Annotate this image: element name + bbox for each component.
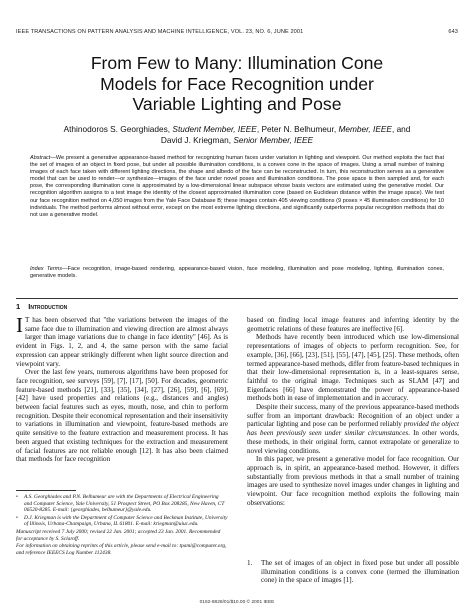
title-line-1: From Few to Many: Illumination Cone <box>90 53 384 73</box>
paper-title <box>30 53 444 115</box>
section-heading <box>16 302 67 311</box>
author-line-2 <box>24 135 450 146</box>
title-line-3: Variable Lighting and Pose <box>132 94 342 114</box>
list-text: The set of images of an object in fixed pose but under all possible illumination conditions is a convex cone (termed the illumination cone) in the space of images [1]. <box>261 559 459 585</box>
list-item <box>247 559 459 585</box>
footnote-text: A.S. Georghiades and P.N. Belhumeur are with the Departments of Electrical Engineering and Computer Science, Yale University, 51 Prospect Street, PO Box 208285, New Haven, CT 06520-8285. E-mail: {georghiades, belhumeur}@yale.edu. <box>24 494 225 514</box>
emphasis-text: provided the object has been previously seen under similar circumstances <box>247 420 460 438</box>
reprint-note: For information on obtaining reprints of this article, please send e-mail to: tpami@computer.org, and reference IEEECS Log Number 112438. <box>16 543 227 556</box>
footnote-bullet: • <box>16 494 18 500</box>
copyright-footer: 0162-8828/01/$10.00 © 2001 IEEE <box>199 600 275 605</box>
paragraph-text: Despite their success, many of the previous appearance-based methods suffer from an important drawback: Recognition of an object under a particular lighting and pose can be performed reliably <box>247 403 459 429</box>
author-name: Athinodoros S. Georghiades, <box>63 124 173 134</box>
paragraph <box>247 403 459 455</box>
author-name: , Peter N. Belhumeur, <box>256 124 339 134</box>
footnote-text: D.J. Kriegman is with the Department of Computer Science and Beckman Institute, University of Illinois, Urbana-Champaign, Urbana, IL 61801. E-mail: kriegman@uiuc.edu. <box>24 514 228 528</box>
author-name: David J. Kriegman, <box>160 135 234 146</box>
section-number: 1 <box>16 302 21 311</box>
author-separator: , and <box>391 124 411 134</box>
running-head <box>16 29 458 35</box>
title-line-2: Models for Face Recognition under <box>100 73 374 94</box>
list-number: 1. <box>247 559 253 567</box>
footnotes <box>16 494 228 556</box>
footnote-bullet: • <box>16 514 18 521</box>
abstract <box>30 155 444 219</box>
page-number: 643 <box>448 29 458 35</box>
footnote <box>16 494 228 514</box>
paragraph-text: . In other words, these methods, in their original form, cannot extrapolate or generalize to novel viewing conditions. <box>247 429 459 455</box>
author-role: Senior Member, IEEE <box>233 135 314 146</box>
author-role: Member, IEEE <box>338 124 392 134</box>
paragraph: Over the last few years, numerous algorithms have been proposed for face recognition, see surveys [59], [7], [17], [50]. For decades, geometric feature-based methods [21], [33], [35], [34], [27], [26], [59], [6], [69], [42] have used properties and relations (e.g., distances and angles) between facial features such as eyes, mouth, nose, and chin to perform recognition. Despite their economical representation and their insensitivity to variations in illumination and viewpoint, feature-based methods are quite sensitive to the feature extraction and measurement process. It has been argued that existing techniques for the extraction and measurement of facial features are not reliable enough [12]. It has also been claimed that methods for face recognition <box>16 368 228 464</box>
abstract-text: —We present a generative appearance-based method for recognizing human faces under variation in lighting and viewpoint. Our method exploits the fact that the set of images of an object in fixed pose, but under all possible illumination conditions, is a convex cone in the space of images. Using a small number of training images of each face taken with different lighting directions, the shape and albedo of the face can be reconstructed. In turn, this reconstruction serves as a generative model that can be used to render—or synthesize—images of the face under novel poses and illumination conditions. The pose space is then sampled and, for each pose, the corresponding illumination cone is approximated by a low-dimensional linear subspace whose basis vectors are estimated using the generative model. Our recognition algorithm assigns to a test image the identity of the closest approximated illumination cone (based on Euclidean distance within the image space). We test our face recognition method on 4,050 images from the Yale Face Database B; these images contain 405 viewing conditions (9 poses × 45 illumination conditions) for 10 individuals. The method performs almost without error, except on the most extreme lighting directions, and significantly outperforms popular recognition methods that do not use a generative model. <box>30 155 444 218</box>
author-line-1 <box>24 124 450 135</box>
section-title: Introduction <box>28 302 68 311</box>
paragraph: Methods have recently been introduced which use low-dimensional representations of images of objects to perform recognition. See, for example, [36], [66], [23], [51], [55], [47], [45], [25]. These methods, often termed appearance-based methods, differ from feature-based techniques in that their low-dimensional representation is, in a least-squares sense, faithful to the original image. Techniques such as SLAM [47] and Eigenfaces [66] have demonstrated the power of appearance-based methods both in ease of implementation and in accuracy. <box>247 333 459 403</box>
index-terms-text: —Face recognition, image-based rendering, appearance-based vision, face modeling, illumination and pose modeling, lighting, illumination cones, generative models. <box>30 266 444 280</box>
paragraph: based on finding local image features and inferring identity by the geometric relations of these features are ineffective [6]. <box>247 316 459 333</box>
index-terms-label: Index Terms <box>30 266 63 272</box>
index-terms <box>30 266 444 280</box>
journal-header: IEEE TRANSACTIONS ON PATTERN ANALYSIS AND MACHINE INTELLIGENCE, VOL. 23, NO. 6, JUNE 2001 <box>16 29 304 35</box>
drop-cap: I <box>16 313 23 337</box>
intro-paragraph <box>16 313 228 368</box>
left-column <box>16 313 228 464</box>
manuscript-note: Manuscript received 7 July 2000; revised 22 Jan. 2001; accepted 23 Jan. 2001. Recommended for acceptance by S. Sclaroff. <box>16 528 221 542</box>
right-column <box>247 316 459 507</box>
observation-list <box>247 559 459 585</box>
author-role: Student Member, IEEE <box>172 124 257 134</box>
paragraph-text: T has been observed that "the variations between the images of the same face due to illumination and viewing direction are almost always larger than image variations due to change in face identity" [46]. As is evident in Figs. 1, 2, and 4, the same person with the same facial expression can appear strikingly different when light source direction and viewpoint vary. <box>16 316 228 368</box>
footnote-divider <box>16 490 76 491</box>
abstract-label: Abstract <box>30 155 51 161</box>
footnote <box>16 515 228 528</box>
section-divider <box>16 298 458 299</box>
paragraph: In this paper, we present a generative model for face recognition. Our approach is, in spirit, an appearance-based method. However, it differs substantially from previous methods in that a small number of training images are used to synthesize novel images under changes in lighting and viewpoint. Our face recognition method exploits the following main observations: <box>247 455 459 507</box>
author-list <box>24 124 450 146</box>
